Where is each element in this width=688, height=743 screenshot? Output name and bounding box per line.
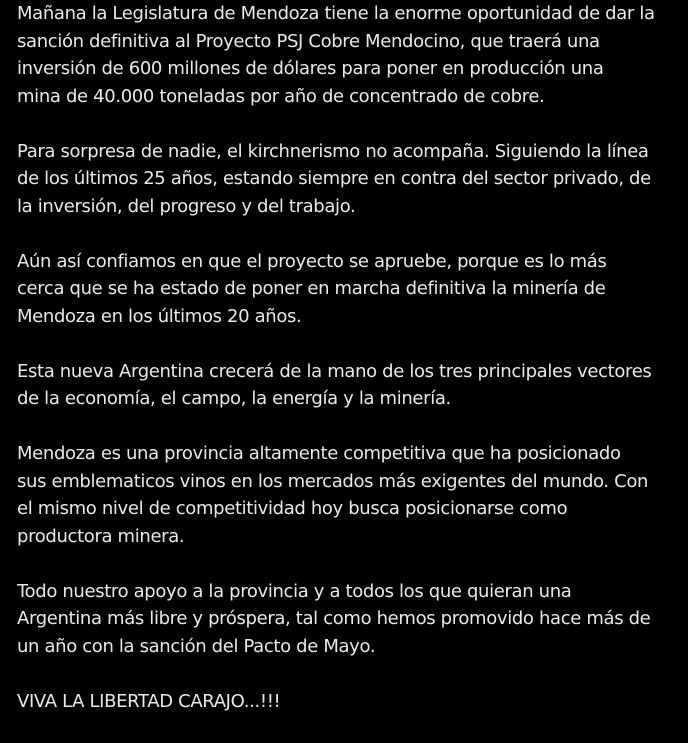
text-line: de la economía, el campo, la energía y la minería. <box>17 388 451 409</box>
paragraph-competitiveness <box>17 440 677 550</box>
text-line: Mendoza es una provincia altamente competitiva que ha posicionado <box>17 443 621 464</box>
paragraph-confidence <box>17 248 677 331</box>
text-line: Argentina más libre y próspera, tal como hemos promovido hace más de <box>17 608 651 629</box>
text-line: un año con la sanción del Pacto de Mayo. <box>17 635 376 657</box>
text-line: Para sorpresa de nadie, el kirchnerismo no acompaña. Siguiendo la línea <box>17 140 649 162</box>
text-line: el mismo nivel de competitividad hoy busca posicionarse como <box>17 498 568 519</box>
text-line: Mañana la Legislatura de Mendoza tiene la enorme oportunidad de dar la <box>17 3 655 24</box>
paragraph-project-announcement <box>17 0 677 110</box>
text-line: Esta nueva Argentina crecerá de la mano de los tres principales vectores <box>17 360 652 382</box>
text-line: productora minera. <box>17 525 185 547</box>
text-line: sanción definitiva al Proyecto PSJ Cobre Mendocino, que traerá una <box>17 30 600 52</box>
text-line: la inversión, del progreso y del trabajo. <box>17 195 356 217</box>
text-line: cerca que se ha estado de poner en marcha definitiva la minería de <box>17 278 606 299</box>
text-line: mina de 40.000 toneladas por año de concentrado de cobre. <box>17 85 545 107</box>
text-line: sus emblematicos vinos en los mercados más exigentes del mundo. Con <box>17 470 649 492</box>
text-line: de los últimos 25 años, estando siempre en contra del sector privado, de <box>17 168 651 189</box>
post-text <box>17 0 677 743</box>
paragraph-support <box>17 578 677 661</box>
text-line: Mendoza en los últimos 20 años. <box>17 305 302 327</box>
paragraph-economy-vectors <box>17 358 677 413</box>
text-line: Aún así confiamos en que el proyecto se apruebe, porque es lo más <box>17 250 607 272</box>
text-line: inversión de 600 millones de dólares para poner en producción una <box>17 58 604 79</box>
paragraph-closing-slogan <box>17 688 677 716</box>
text-line: VIVA LA LIBERTAD CARAJO...!!! <box>17 690 281 712</box>
paragraph-opposition <box>17 138 677 221</box>
text-line: Todo nuestro apoyo a la provincia y a todos los que quieran una <box>17 580 572 602</box>
